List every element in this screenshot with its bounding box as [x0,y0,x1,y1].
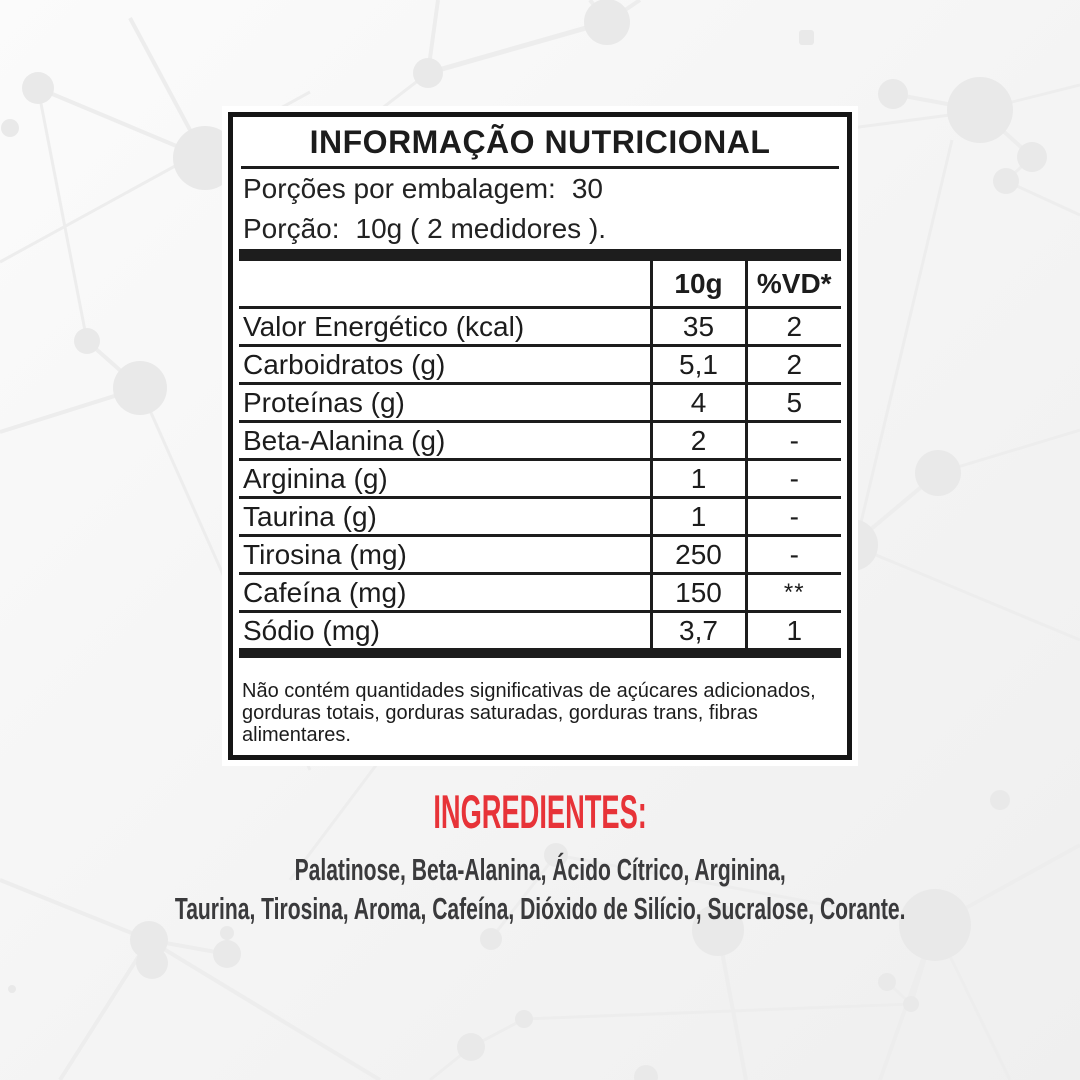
table-row [239,460,841,498]
ingredients-line-2: Taurina, Tirosina, Aroma, Cafeína, Dióxido de Silício, Sucralose, Corante. [174,891,906,926]
header-vd-column: %VD* [746,261,841,308]
row-vd: 1 [746,612,841,649]
ingredients-heading [0,785,1080,844]
row-amount: 250 [651,536,746,574]
row-amount: 3,7 [651,612,746,649]
disclaimer-line-1: Não contém quantidades significativas de açúcares adicionados, [242,680,816,702]
nutrition-table [239,261,841,648]
header-separator-bar [239,249,841,261]
table-row [239,422,841,460]
row-vd: ** [746,574,841,612]
table-row [239,346,841,384]
row-label: Valor Energético (kcal) [243,310,525,342]
table-row [239,536,841,574]
row-vd: 2 [746,308,841,346]
panel-title: INFORMAÇÃO NUTRICIONAL [309,124,771,160]
row-amount: 1 [651,460,746,498]
servings-per-package-line [239,169,841,209]
row-vd: 5 [746,384,841,422]
no-significant-amounts-note [239,678,841,746]
row-vd: 2 [746,346,841,384]
table-row [239,498,841,536]
servings-per-package-label: Porções por embalagem: [243,173,556,204]
ingredients-section [0,785,1080,931]
table-row [239,612,841,649]
row-vd: - [746,536,841,574]
ingredients-line-1: Palatinose, Beta-Alanina, Ácido Cítrico, Arginina, [294,852,786,887]
row-amount: 150 [651,574,746,612]
row-label: Arginina (g) [243,462,388,494]
header-blank-cell [239,261,651,308]
row-vd: - [746,422,841,460]
ingredients-heading-text: INGREDIENTES: [433,785,647,838]
row-label: Tirosina (mg) [243,538,407,570]
table-row [239,384,841,422]
row-label: Carboidratos (g) [243,348,446,380]
row-vd: - [746,498,841,536]
row-label: Beta-Alanina (g) [243,424,446,456]
row-amount: 5,1 [651,346,746,384]
row-vd: - [746,460,841,498]
disclaimer-line-2: gorduras totais, gorduras saturadas, gorduras trans, fibras alimentares. [242,702,758,746]
row-label: Taurina (g) [243,500,377,532]
table-bottom-bar [239,648,841,658]
row-amount: 2 [651,422,746,460]
header-amount-column: 10g [651,261,746,308]
nutrition-facts-border [228,112,852,760]
servings-per-package-value: 30 [571,173,603,204]
row-label: Cafeína (mg) [243,576,407,608]
row-amount: 4 [651,384,746,422]
serving-size-label: Porção: [243,213,340,244]
table-row [239,574,841,612]
row-label: Proteínas (g) [243,386,405,418]
serving-size-line [239,209,841,249]
table-header-row [239,261,841,308]
row-label: Sódio (mg) [243,614,380,646]
nutrition-facts-panel [222,106,858,766]
serving-size-value: 10g ( 2 medidores ). [355,213,607,244]
table-row [239,308,841,346]
row-amount: 35 [651,308,746,346]
row-amount: 1 [651,498,746,536]
